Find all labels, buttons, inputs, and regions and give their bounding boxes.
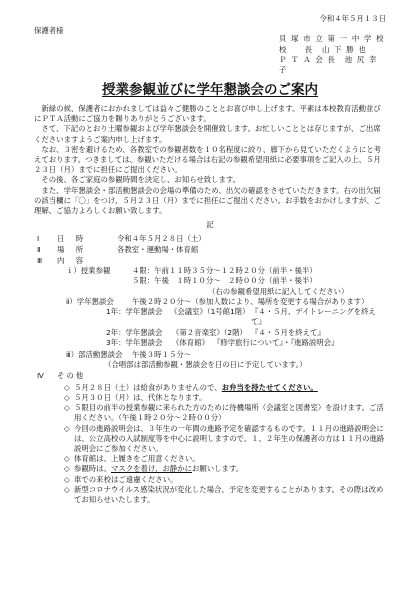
list-item xyxy=(64,383,386,393)
list-item xyxy=(64,403,386,423)
bullet-text: お願いします。 xyxy=(191,464,244,474)
ki-heading: 記 xyxy=(206,220,214,230)
page-title: 授業参観並びに学年懇談会のご案内 xyxy=(102,82,318,99)
bullet-text: 新型コロナウイルス感染状況が変化した場合、予定を変更することがあります。その際は改めてお知らせいたします。 xyxy=(74,484,384,505)
intro-text xyxy=(34,104,386,216)
bullet-text: 今回の進路説明会は、３年生の一年間の進路予定を確認するものです。１１月の進路説明会には、公立高校の入試制度等を中心に説明しますので、１、２年生の保護者の方は１１月の進路説明会にご参加ください。 xyxy=(74,423,385,453)
bullet-mark: ◇ xyxy=(64,454,70,464)
kondan-label: ⅱ）学年懇談会 xyxy=(66,296,114,306)
intro-paragraph: 新緑の候、保護者におかれましては益々ご健勝のこととお喜び申し上げます。平素は本校教育活動並びにＰＴＡ活動にご協力を賜りありがとうございます。 xyxy=(34,103,381,124)
grade-name: 2年：学年懇談会 xyxy=(106,327,163,337)
grade-topic: 『修学旅行について』・『進路説明会』 xyxy=(212,337,339,347)
issue-date: 令和４年５月１３日 xyxy=(319,14,386,23)
item-label: 場 所 xyxy=(57,244,86,254)
kondan-row xyxy=(66,297,386,307)
grade-topic: 『４・５月、デイトレーニングを終えて』 xyxy=(250,307,376,327)
item-content xyxy=(34,256,386,266)
item-value: 令和４年５月２８日（土） xyxy=(117,233,206,243)
grade-row xyxy=(106,307,386,327)
intro-paragraph: また、学年懇談会・部活動懇談会の会場の準備のため、出欠の確認をさせていただきます。右の出欠届の該当欄に「〇」をつけ、５月２３日（月）までに担任にご提出ください。お手数をおかけしますが、ご理解、ご協力よろしくお願い致します。 xyxy=(34,185,382,216)
bullet-text: 体育館は、上履きをご用意ください。 xyxy=(74,454,200,464)
list-item xyxy=(64,454,386,464)
item-label: その他 xyxy=(57,371,86,381)
item-place xyxy=(34,245,386,255)
item-number: Ⅱ xyxy=(37,244,41,254)
bukatsu-note: （合唱部は部活動参観・懇談会を日の日に予定しています。） xyxy=(104,360,307,370)
sender-block xyxy=(279,34,386,75)
item-value: 各教室・運動場・体育館 xyxy=(117,244,199,254)
intro-paragraph: その後、各ご家庭の参観時間を決定し、お知らせ致します。 xyxy=(41,175,241,185)
bullet-mark: ◇ xyxy=(64,382,70,392)
bullet-mark: ◇ xyxy=(64,474,70,484)
bullet-emphasis: マスクを着け、お静かに xyxy=(110,464,192,474)
bullet-text: 参観時は、 xyxy=(74,464,111,474)
sangan-times xyxy=(132,266,317,286)
bullet-text: ５限目の前半の授業参観に来られた方のために待機場所（会議室と図書室）を設けます。ご活用ください。（午後１時２０分～２時００分） xyxy=(74,403,384,423)
item-number: Ⅲ xyxy=(37,256,43,265)
grade-topic: 『４・５月を終えて』 xyxy=(250,327,325,337)
grade-room: 《第２音楽室》（2階） xyxy=(172,327,247,337)
grade-name: 1年：学年懇談会 xyxy=(106,307,163,317)
sangan-row xyxy=(66,266,386,286)
bullet-emphasis: お弁当を持たせてください。 xyxy=(221,382,318,392)
grade-row xyxy=(106,338,386,348)
grade-name: 3年：学年懇談会 xyxy=(106,337,163,347)
item-label: 内 容 xyxy=(57,256,86,265)
intro-paragraph: さて、下記のとおり土曜参観および学年懇談会を開催致します。お忙しいこととは存じますが、ご出席くださいますようご案内申し上げます。 xyxy=(34,124,381,144)
sangan-period4: ４限：午前１１時３５分～１２時２０分（前半・後半） xyxy=(132,266,317,276)
bullet-mark: ◇ xyxy=(64,484,70,494)
sangan-note: （右の参観希望用紙に記入してください） xyxy=(208,286,349,296)
list-item xyxy=(64,464,386,474)
sender-principal: 校 長 山 下 勝 也 xyxy=(279,44,367,54)
bullet-text: 車での来校はご遠慮ください。 xyxy=(74,474,178,484)
item-datetime xyxy=(34,234,386,244)
sangan-label: ｉ）授業参観 xyxy=(66,266,111,276)
kondan-time: 午後２時２０分～（参加人数により、場所を変更する場合があります） xyxy=(132,296,369,306)
bullet-mark: ◇ xyxy=(64,423,70,433)
addressee: 保護者様 xyxy=(34,26,64,36)
item-number: Ⅰ xyxy=(37,233,40,243)
item-number: Ⅳ xyxy=(37,371,44,381)
grade-room: 《体育館》 xyxy=(172,337,209,347)
list-item xyxy=(64,475,386,485)
list-item xyxy=(64,393,386,403)
bukatsu-label: ⅲ）部活動懇談会 xyxy=(66,349,123,359)
bullet-mark: ◇ xyxy=(64,403,70,413)
item-label: 日 時 xyxy=(57,233,86,243)
list-item xyxy=(64,485,386,505)
bukatsu-time: 午後３時１５分～ xyxy=(132,349,192,359)
bullet-mark: ◇ xyxy=(64,392,70,402)
grade-room: 《会議室》（1号館1階） xyxy=(169,307,250,317)
bullet-text: ５月２８日（土）は給食がありませんので、 xyxy=(74,382,222,392)
sangan-period5: ５限：午後 １時１０分～ ２時００分（前半・後半） xyxy=(132,276,317,286)
sender-school: 貝 塚 市 立 第 一 中 学 校 xyxy=(279,34,385,44)
bullet-text: ５月３０日（月）は、代休となります。 xyxy=(74,392,207,402)
other-list xyxy=(64,383,386,506)
item-other xyxy=(34,371,386,381)
sender-pta: Ｐ Ｔ Ａ 会 長 池 尻 幸 子 xyxy=(279,54,378,75)
list-item xyxy=(64,424,386,455)
bullet-mark: ◇ xyxy=(64,464,70,474)
grade-row xyxy=(106,328,386,338)
intro-paragraph: なお、３密を避けるため、各教室での参観者数を１０名程度に絞り、廊下から見ていただくようにと考えております。つきましては、参観いただける場合は右記の参観希望用紙に必要事項をご記入の上、５月２３日（月）までに担任にご提出ください。 xyxy=(34,144,382,175)
bukatsu-row xyxy=(66,350,386,360)
